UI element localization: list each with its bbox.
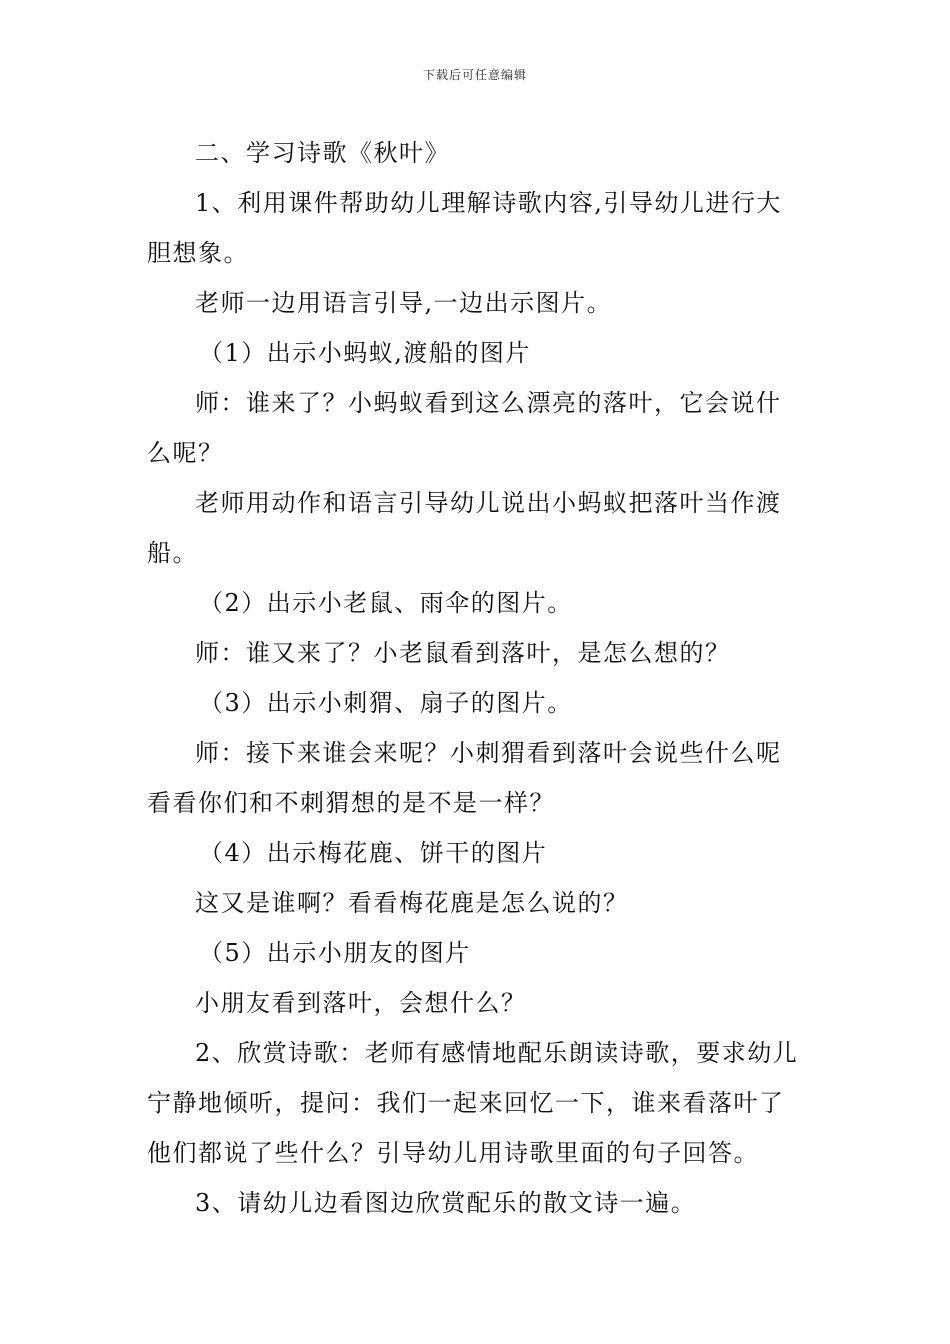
section-heading: 二、学习诗歌《秋叶》	[195, 139, 450, 167]
paragraph-line: 3、请幼儿边看图边欣赏配乐的散文诗一遍。	[195, 1189, 697, 1217]
paragraph-line: 这又是谁啊？看看梅花鹿是怎么说的？	[195, 889, 629, 917]
list-item: （2）出示小老鼠、雨伞的图片。	[199, 589, 573, 617]
list-item: （1）出示小蚂蚁,渡船的图片	[199, 339, 531, 367]
paragraph-line: 他们都说了些什么？引导幼儿用诗歌里面的句子回答。	[147, 1139, 759, 1167]
paragraph-line: 船。	[147, 539, 198, 567]
list-item: （4）出示梅花鹿、饼干的图片	[199, 839, 548, 867]
paragraph-line: 1、利用课件帮助幼儿理解诗歌内容,引导幼儿进行大	[195, 189, 782, 217]
paragraph-line: 老师一边用语言引导,一边出示图片。	[195, 289, 613, 317]
paragraph-line: 胆想象。	[147, 239, 249, 267]
page-header-note: 下载后可任意编辑	[422, 68, 527, 82]
paragraph-line: 么呢？	[147, 439, 224, 467]
paragraph-line: 师：谁来了？小蚂蚁看到这么漂亮的落叶，它会说什	[195, 389, 782, 417]
paragraph-line: 2、欣赏诗歌：老师有感情地配乐朗读诗歌，要求幼儿	[195, 1039, 799, 1067]
paragraph-line: 看看你们和不刺猬想的是不是一样？	[147, 789, 555, 817]
paragraph-line: 小朋友看到落叶，会想什么？	[195, 989, 527, 1017]
paragraph-line: 师：谁又来了？小老鼠看到落叶，是怎么想的？	[195, 639, 731, 667]
document-body	[147, 128, 807, 1228]
paragraph-line: 师：接下来谁会来呢？小刺猬看到落叶会说些什么呢	[195, 739, 782, 767]
list-item: （5）出示小朋友的图片	[199, 939, 471, 967]
list-item: （3）出示小刺猬、扇子的图片。	[199, 689, 573, 717]
paragraph-line: 宁静地倾听，提问：我们一起来回忆一下，谁来看落叶了	[147, 1089, 785, 1117]
paragraph-line: 老师用动作和语言引导幼儿说出小蚂蚁把落叶当作渡	[195, 489, 782, 517]
